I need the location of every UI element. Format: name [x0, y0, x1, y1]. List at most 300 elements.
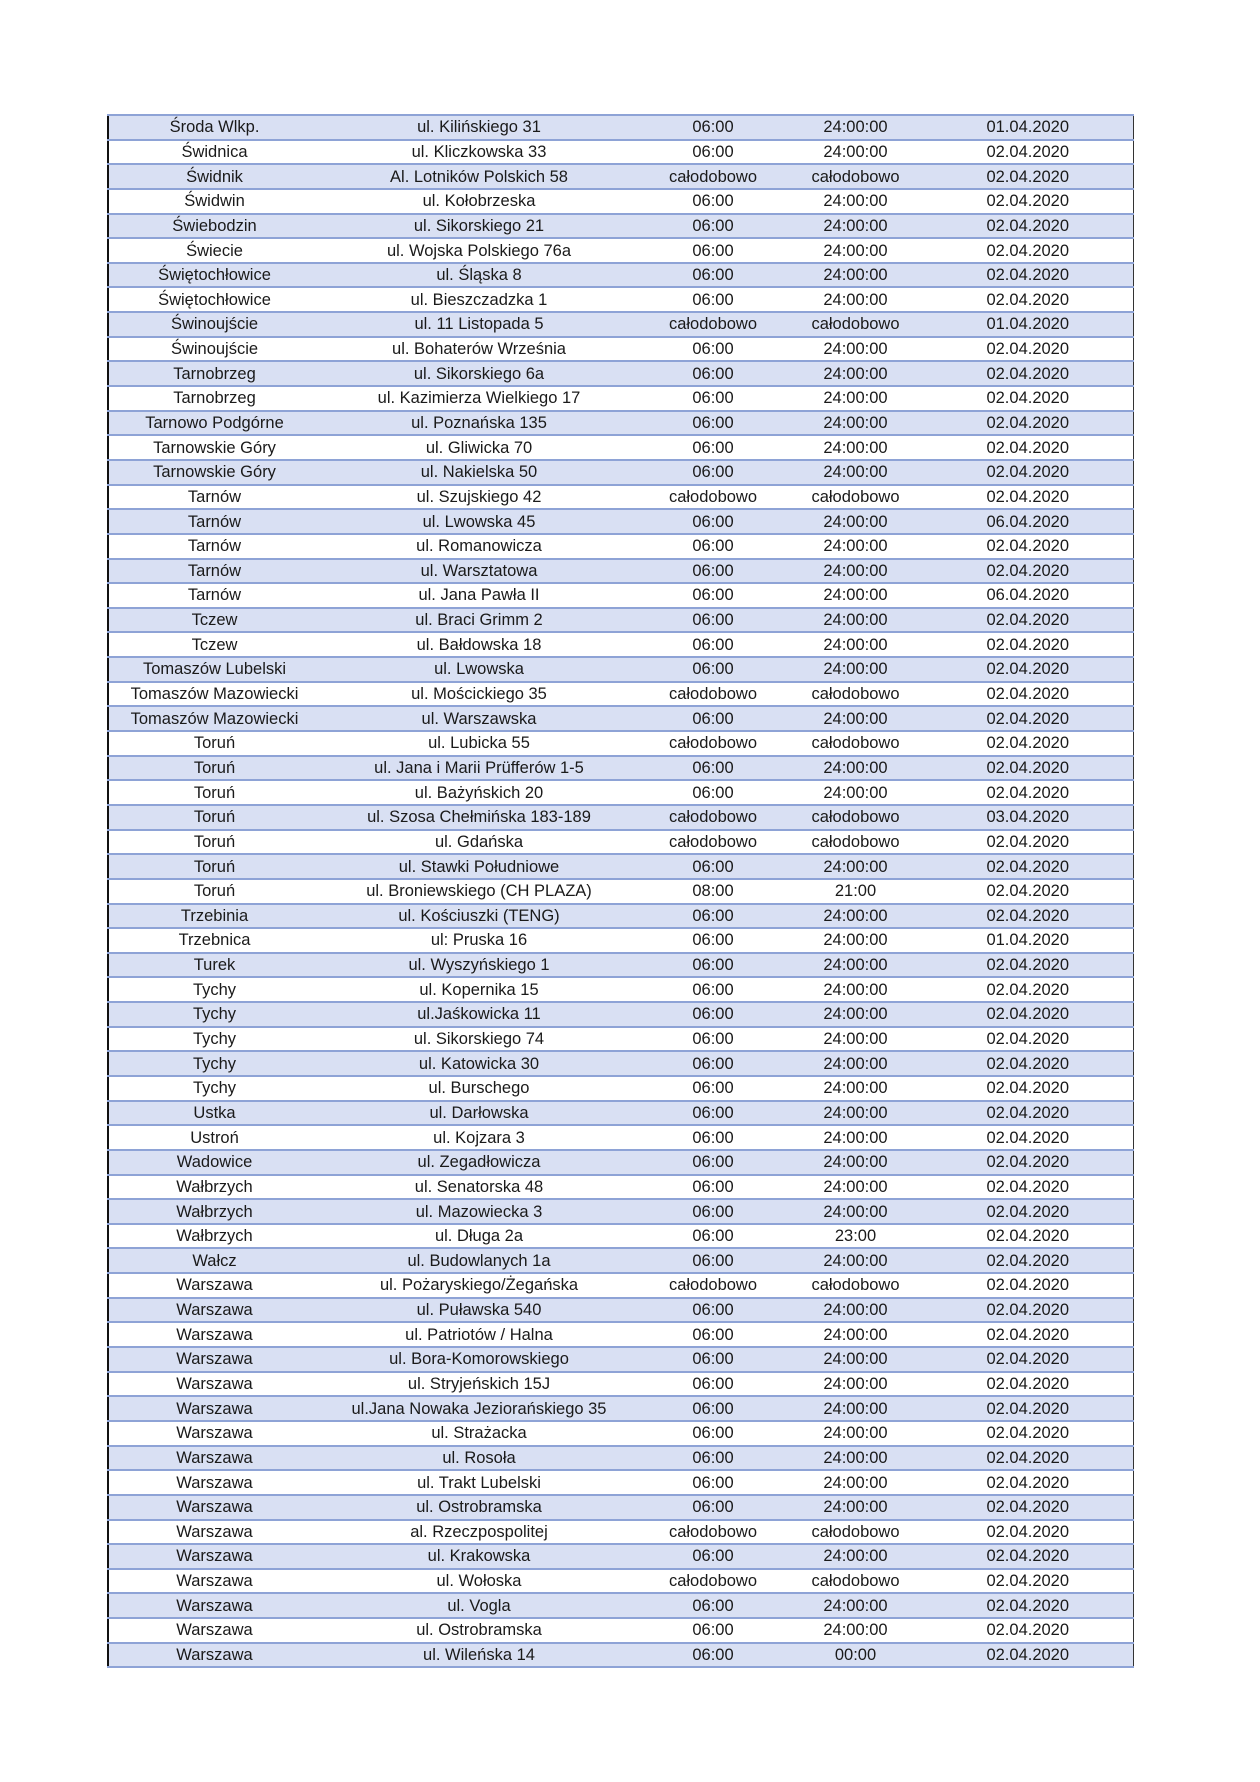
table-row: [108, 1421, 1133, 1446]
date-cell: 02.04.2020: [923, 1544, 1133, 1569]
city-cell: Warszawa: [108, 1273, 320, 1298]
closing-time-cell: 24:00:00: [788, 361, 923, 386]
date-cell: 02.04.2020: [923, 854, 1133, 879]
city-cell: Ustka: [108, 1101, 320, 1126]
table-row: [108, 1002, 1133, 1027]
date-cell: 02.04.2020: [923, 263, 1133, 288]
date-cell: 02.04.2020: [923, 1027, 1133, 1052]
date-cell: 02.04.2020: [923, 386, 1133, 411]
closing-time-cell: 24:00:00: [788, 977, 923, 1002]
city-cell: Trzebinia: [108, 904, 320, 929]
opening-time-cell: 06:00: [638, 287, 788, 312]
table-row: [108, 632, 1133, 657]
table-row: [108, 805, 1133, 830]
date-cell: 02.04.2020: [923, 657, 1133, 682]
date-cell: 02.04.2020: [923, 189, 1133, 214]
address-cell: ul. Długa 2a: [320, 1224, 638, 1249]
address-cell: ul. Krakowska: [320, 1544, 638, 1569]
address-cell: ul. Burschego: [320, 1076, 638, 1101]
address-cell: ul. Gliwicka 70: [320, 435, 638, 460]
city-cell: Tarnobrzeg: [108, 361, 320, 386]
closing-time-cell: 24:00:00: [788, 509, 923, 534]
date-cell: 02.04.2020: [923, 534, 1133, 559]
opening-time-cell: 06:00: [638, 1101, 788, 1126]
opening-time-cell: 06:00: [638, 1027, 788, 1052]
table-row: [108, 1125, 1133, 1150]
address-cell: ul. Puławska 540: [320, 1298, 638, 1323]
table-row: [108, 1150, 1133, 1175]
closing-time-cell: 24:00:00: [788, 1618, 923, 1643]
date-cell: 02.04.2020: [923, 1396, 1133, 1421]
date-cell: 02.04.2020: [923, 830, 1133, 855]
date-cell: 02.04.2020: [923, 214, 1133, 239]
address-cell: ul. Szosa Chełmińska 183-189: [320, 805, 638, 830]
date-cell: 02.04.2020: [923, 1248, 1133, 1273]
table-row: [108, 1051, 1133, 1076]
opening-time-cell: 06:00: [638, 337, 788, 362]
date-cell: 02.04.2020: [923, 780, 1133, 805]
closing-time-cell: 24:00:00: [788, 1372, 923, 1397]
opening-time-cell: 06:00: [638, 115, 788, 140]
table-row: [108, 1372, 1133, 1397]
opening-time-cell: 06:00: [638, 756, 788, 781]
closing-time-cell: 24:00:00: [788, 1593, 923, 1618]
address-cell: ul. Sikorskiego 6a: [320, 361, 638, 386]
city-cell: Tczew: [108, 608, 320, 633]
date-cell: 02.04.2020: [923, 1593, 1133, 1618]
table-row: [108, 854, 1133, 879]
opening-time-cell: całodobowo: [638, 164, 788, 189]
address-cell: ul. Rosoła: [320, 1446, 638, 1471]
opening-time-cell: 06:00: [638, 780, 788, 805]
date-cell: 02.04.2020: [923, 1298, 1133, 1323]
date-cell: 02.04.2020: [923, 164, 1133, 189]
closing-time-cell: 24:00:00: [788, 1470, 923, 1495]
opening-time-cell: 06:00: [638, 1150, 788, 1175]
address-cell: ul. Mazowiecka 3: [320, 1199, 638, 1224]
city-cell: Toruń: [108, 756, 320, 781]
date-cell: 02.04.2020: [923, 1470, 1133, 1495]
closing-time-cell: 24:00:00: [788, 559, 923, 584]
opening-time-cell: 06:00: [638, 1396, 788, 1421]
city-cell: Świdnik: [108, 164, 320, 189]
city-cell: Świnoujście: [108, 312, 320, 337]
city-cell: Świdnica: [108, 140, 320, 165]
locations-table-body: [108, 115, 1133, 1667]
table-row: [108, 1593, 1133, 1618]
date-cell: 02.04.2020: [923, 1273, 1133, 1298]
address-cell: ul. Wojska Polskiego 76a: [320, 238, 638, 263]
closing-time-cell: 24:00:00: [788, 608, 923, 633]
city-cell: Tarnów: [108, 583, 320, 608]
closing-time-cell: 24:00:00: [788, 263, 923, 288]
closing-time-cell: 24:00:00: [788, 1002, 923, 1027]
address-cell: ul. Wołoska: [320, 1569, 638, 1594]
closing-time-cell: 24:00:00: [788, 1027, 923, 1052]
opening-time-cell: 06:00: [638, 1347, 788, 1372]
city-cell: Warszawa: [108, 1593, 320, 1618]
city-cell: Warszawa: [108, 1347, 320, 1372]
city-cell: Ustroń: [108, 1125, 320, 1150]
table-row: [108, 1076, 1133, 1101]
address-cell: ul. Poznańska 135: [320, 411, 638, 436]
date-cell: 02.04.2020: [923, 756, 1133, 781]
table-row: [108, 1027, 1133, 1052]
address-cell: ul. Romanowicza: [320, 534, 638, 559]
table-row: [108, 1495, 1133, 1520]
table-row: [108, 657, 1133, 682]
opening-time-cell: 06:00: [638, 1322, 788, 1347]
closing-time-cell: 24:00:00: [788, 1495, 923, 1520]
date-cell: 06.04.2020: [923, 583, 1133, 608]
closing-time-cell: 24:00:00: [788, 1101, 923, 1126]
table-row: [108, 460, 1133, 485]
table-row: [108, 1446, 1133, 1471]
date-cell: 02.04.2020: [923, 706, 1133, 731]
table-row: [108, 1396, 1133, 1421]
address-cell: ul. Kliczkowska 33: [320, 140, 638, 165]
closing-time-cell: 24:00:00: [788, 287, 923, 312]
date-cell: 02.04.2020: [923, 977, 1133, 1002]
opening-time-cell: 06:00: [638, 238, 788, 263]
table-row: [108, 731, 1133, 756]
address-cell: ul. Ostrobramska: [320, 1618, 638, 1643]
closing-time-cell: całodobowo: [788, 682, 923, 707]
city-cell: Wałbrzych: [108, 1175, 320, 1200]
city-cell: Tomaszów Mazowiecki: [108, 706, 320, 731]
date-cell: 02.04.2020: [923, 361, 1133, 386]
address-cell: al. Rzeczpospolitej: [320, 1520, 638, 1545]
closing-time-cell: 24:00:00: [788, 140, 923, 165]
address-cell: ul. Wyszyńskiego 1: [320, 953, 638, 978]
closing-time-cell: całodobowo: [788, 805, 923, 830]
date-cell: 02.04.2020: [923, 1101, 1133, 1126]
locations-table-container: [107, 114, 1132, 1668]
table-row: [108, 386, 1133, 411]
closing-time-cell: 24:00:00: [788, 1248, 923, 1273]
date-cell: 02.04.2020: [923, 1322, 1133, 1347]
date-cell: 02.04.2020: [923, 682, 1133, 707]
address-cell: ul. Lubicka 55: [320, 731, 638, 756]
city-cell: Warszawa: [108, 1298, 320, 1323]
date-cell: 02.04.2020: [923, 1199, 1133, 1224]
closing-time-cell: całodobowo: [788, 164, 923, 189]
city-cell: Warszawa: [108, 1322, 320, 1347]
city-cell: Tczew: [108, 632, 320, 657]
date-cell: 02.04.2020: [923, 411, 1133, 436]
closing-time-cell: 24:00:00: [788, 928, 923, 953]
closing-time-cell: 24:00:00: [788, 632, 923, 657]
address-cell: ul. Jana i Marii Prüfferów 1-5: [320, 756, 638, 781]
address-cell: ul. Lwowska: [320, 657, 638, 682]
table-row: [108, 1643, 1133, 1668]
address-cell: ul. Trakt Lubelski: [320, 1470, 638, 1495]
closing-time-cell: 24:00:00: [788, 435, 923, 460]
opening-time-cell: 06:00: [638, 1470, 788, 1495]
closing-time-cell: całodobowo: [788, 731, 923, 756]
address-cell: ul. Kołobrzeska: [320, 189, 638, 214]
table-row: [108, 337, 1133, 362]
table-row: [108, 682, 1133, 707]
address-cell: ul. Senatorska 48: [320, 1175, 638, 1200]
date-cell: 02.04.2020: [923, 731, 1133, 756]
address-cell: ul. Kilińskiego 31: [320, 115, 638, 140]
date-cell: 02.04.2020: [923, 953, 1133, 978]
city-cell: Tarnowskie Góry: [108, 435, 320, 460]
closing-time-cell: 24:00:00: [788, 780, 923, 805]
closing-time-cell: całodobowo: [788, 830, 923, 855]
address-cell: ul. Bałdowska 18: [320, 632, 638, 657]
date-cell: 02.04.2020: [923, 1569, 1133, 1594]
city-cell: Trzebnica: [108, 928, 320, 953]
opening-time-cell: 06:00: [638, 608, 788, 633]
table-row: [108, 977, 1133, 1002]
date-cell: 02.04.2020: [923, 1125, 1133, 1150]
closing-time-cell: 24:00:00: [788, 1298, 923, 1323]
opening-time-cell: całodobowo: [638, 1520, 788, 1545]
closing-time-cell: całodobowo: [788, 1273, 923, 1298]
address-cell: ul. Kojzara 3: [320, 1125, 638, 1150]
date-cell: 02.04.2020: [923, 337, 1133, 362]
opening-time-cell: 06:00: [638, 411, 788, 436]
opening-time-cell: 06:00: [638, 1446, 788, 1471]
table-row: [108, 1347, 1133, 1372]
city-cell: Warszawa: [108, 1495, 320, 1520]
date-cell: 02.04.2020: [923, 140, 1133, 165]
address-cell: ul. Zegadłowicza: [320, 1150, 638, 1175]
address-cell: ul. Ostrobramska: [320, 1495, 638, 1520]
address-cell: ul. Bora-Komorowskiego: [320, 1347, 638, 1372]
date-cell: 02.04.2020: [923, 1175, 1133, 1200]
closing-time-cell: 24:00:00: [788, 1421, 923, 1446]
city-cell: Tarnowskie Góry: [108, 460, 320, 485]
opening-time-cell: 06:00: [638, 1199, 788, 1224]
opening-time-cell: 06:00: [638, 263, 788, 288]
address-cell: ul. Lwowska 45: [320, 509, 638, 534]
table-row: [108, 509, 1133, 534]
address-cell: ul. Kazimierza Wielkiego 17: [320, 386, 638, 411]
city-cell: Wadowice: [108, 1150, 320, 1175]
closing-time-cell: 24:00:00: [788, 657, 923, 682]
opening-time-cell: 06:00: [638, 1544, 788, 1569]
date-cell: 02.04.2020: [923, 879, 1133, 904]
closing-time-cell: 24:00:00: [788, 238, 923, 263]
city-cell: Toruń: [108, 854, 320, 879]
address-cell: ul. Bieszczadzka 1: [320, 287, 638, 312]
city-cell: Toruń: [108, 805, 320, 830]
closing-time-cell: 24:00:00: [788, 1544, 923, 1569]
city-cell: Tarnobrzeg: [108, 386, 320, 411]
address-cell: ul. Darłowska: [320, 1101, 638, 1126]
city-cell: Toruń: [108, 731, 320, 756]
date-cell: 02.04.2020: [923, 1076, 1133, 1101]
opening-time-cell: 06:00: [638, 509, 788, 534]
opening-time-cell: całodobowo: [638, 1273, 788, 1298]
city-cell: Toruń: [108, 780, 320, 805]
opening-time-cell: 06:00: [638, 904, 788, 929]
date-cell: 02.04.2020: [923, 1446, 1133, 1471]
opening-time-cell: 06:00: [638, 559, 788, 584]
city-cell: Tarnowo Podgórne: [108, 411, 320, 436]
date-cell: 02.04.2020: [923, 435, 1133, 460]
city-cell: Świętochłowice: [108, 263, 320, 288]
table-row: [108, 189, 1133, 214]
address-cell: ul. Kościuszki (TENG): [320, 904, 638, 929]
table-row: [108, 1199, 1133, 1224]
city-cell: Warszawa: [108, 1421, 320, 1446]
closing-time-cell: 24:00:00: [788, 1322, 923, 1347]
opening-time-cell: całodobowo: [638, 312, 788, 337]
table-row: [108, 1224, 1133, 1249]
table-row: [108, 706, 1133, 731]
city-cell: Warszawa: [108, 1643, 320, 1668]
date-cell: 02.04.2020: [923, 632, 1133, 657]
date-cell: 02.04.2020: [923, 1224, 1133, 1249]
opening-time-cell: 06:00: [638, 1495, 788, 1520]
address-cell: ul. 11 Listopada 5: [320, 312, 638, 337]
address-cell: ul. Stryjeńskich 15J: [320, 1372, 638, 1397]
city-cell: Tychy: [108, 1002, 320, 1027]
address-cell: ul. Kopernika 15: [320, 977, 638, 1002]
closing-time-cell: 24:00:00: [788, 1199, 923, 1224]
table-row: [108, 287, 1133, 312]
city-cell: Tychy: [108, 977, 320, 1002]
table-row: [108, 238, 1133, 263]
table-row: [108, 953, 1133, 978]
opening-time-cell: 06:00: [638, 1593, 788, 1618]
closing-time-cell: całodobowo: [788, 312, 923, 337]
closing-time-cell: 24:00:00: [788, 214, 923, 239]
closing-time-cell: całodobowo: [788, 485, 923, 510]
closing-time-cell: 24:00:00: [788, 583, 923, 608]
opening-time-cell: 06:00: [638, 1051, 788, 1076]
table-row: [108, 608, 1133, 633]
address-cell: ul. Katowicka 30: [320, 1051, 638, 1076]
city-cell: Wałbrzych: [108, 1199, 320, 1224]
table-row: [108, 1101, 1133, 1126]
closing-time-cell: 24:00:00: [788, 756, 923, 781]
closing-time-cell: 24:00:00: [788, 386, 923, 411]
opening-time-cell: 06:00: [638, 1421, 788, 1446]
address-cell: ul. Szujskiego 42: [320, 485, 638, 510]
address-cell: ul.Jana Nowaka Jeziorańskiego 35: [320, 1396, 638, 1421]
opening-time-cell: 06:00: [638, 657, 788, 682]
table-row: [108, 1273, 1133, 1298]
closing-time-cell: 24:00:00: [788, 1051, 923, 1076]
table-row: [108, 164, 1133, 189]
city-cell: Wałbrzych: [108, 1224, 320, 1249]
address-cell: ul. Broniewskiego (CH PLAZA): [320, 879, 638, 904]
address-cell: ul. Vogla: [320, 1593, 638, 1618]
opening-time-cell: 06:00: [638, 1175, 788, 1200]
table-row: [108, 411, 1133, 436]
date-cell: 01.04.2020: [923, 928, 1133, 953]
opening-time-cell: całodobowo: [638, 1569, 788, 1594]
table-row: [108, 115, 1133, 140]
address-cell: ul. Sikorskiego 21: [320, 214, 638, 239]
closing-time-cell: 24:00:00: [788, 706, 923, 731]
city-cell: Warszawa: [108, 1618, 320, 1643]
opening-time-cell: 06:00: [638, 632, 788, 657]
address-cell: ul. Braci Grimm 2: [320, 608, 638, 633]
closing-time-cell: 24:00:00: [788, 534, 923, 559]
date-cell: 02.04.2020: [923, 1150, 1133, 1175]
date-cell: 03.04.2020: [923, 805, 1133, 830]
city-cell: Warszawa: [108, 1396, 320, 1421]
city-cell: Świętochłowice: [108, 287, 320, 312]
city-cell: Tomaszów Lubelski: [108, 657, 320, 682]
opening-time-cell: 06:00: [638, 1076, 788, 1101]
city-cell: Tarnów: [108, 559, 320, 584]
city-cell: Tychy: [108, 1076, 320, 1101]
address-cell: ul. Budowlanych 1a: [320, 1248, 638, 1273]
address-cell: Al. Lotników Polskich 58: [320, 164, 638, 189]
opening-time-cell: 06:00: [638, 1643, 788, 1668]
city-cell: Tomaszów Mazowiecki: [108, 682, 320, 707]
date-cell: 02.04.2020: [923, 1643, 1133, 1668]
address-cell: ul. Pożaryskiego/Żegańska: [320, 1273, 638, 1298]
opening-time-cell: 06:00: [638, 1224, 788, 1249]
address-cell: ul. Sikorskiego 74: [320, 1027, 638, 1052]
closing-time-cell: 24:00:00: [788, 337, 923, 362]
closing-time-cell: 24:00:00: [788, 411, 923, 436]
closing-time-cell: 24:00:00: [788, 115, 923, 140]
opening-time-cell: 06:00: [638, 854, 788, 879]
table-row: [108, 879, 1133, 904]
table-row: [108, 1618, 1133, 1643]
table-row: [108, 1175, 1133, 1200]
date-cell: 02.04.2020: [923, 1520, 1133, 1545]
date-cell: 02.04.2020: [923, 559, 1133, 584]
opening-time-cell: 06:00: [638, 583, 788, 608]
address-cell: ul. Warsztatowa: [320, 559, 638, 584]
city-cell: Wałcz: [108, 1248, 320, 1273]
opening-time-cell: całodobowo: [638, 805, 788, 830]
table-row: [108, 1248, 1133, 1273]
city-cell: Warszawa: [108, 1372, 320, 1397]
table-row: [108, 830, 1133, 855]
city-cell: Toruń: [108, 830, 320, 855]
table-row: [108, 1569, 1133, 1594]
address-cell: ul.Jaśkowicka 11: [320, 1002, 638, 1027]
opening-time-cell: 06:00: [638, 534, 788, 559]
city-cell: Świebodzin: [108, 214, 320, 239]
opening-time-cell: 06:00: [638, 706, 788, 731]
city-cell: Świdwin: [108, 189, 320, 214]
closing-time-cell: 24:00:00: [788, 1446, 923, 1471]
table-row: [108, 435, 1133, 460]
date-cell: 01.04.2020: [923, 312, 1133, 337]
table-row: [108, 361, 1133, 386]
date-cell: 02.04.2020: [923, 238, 1133, 263]
closing-time-cell: 24:00:00: [788, 1347, 923, 1372]
closing-time-cell: 24:00:00: [788, 1175, 923, 1200]
date-cell: 02.04.2020: [923, 1347, 1133, 1372]
closing-time-cell: 24:00:00: [788, 953, 923, 978]
address-cell: ul. Bohaterów Września: [320, 337, 638, 362]
table-row: [108, 263, 1133, 288]
address-cell: ul. Nakielska 50: [320, 460, 638, 485]
date-cell: 02.04.2020: [923, 1421, 1133, 1446]
date-cell: 02.04.2020: [923, 1051, 1133, 1076]
locations-table: [107, 114, 1134, 1668]
opening-time-cell: całodobowo: [638, 731, 788, 756]
date-cell: 02.04.2020: [923, 1002, 1133, 1027]
city-cell: Świecie: [108, 238, 320, 263]
city-cell: Tarnów: [108, 509, 320, 534]
date-cell: 02.04.2020: [923, 1495, 1133, 1520]
closing-time-cell: 24:00:00: [788, 460, 923, 485]
